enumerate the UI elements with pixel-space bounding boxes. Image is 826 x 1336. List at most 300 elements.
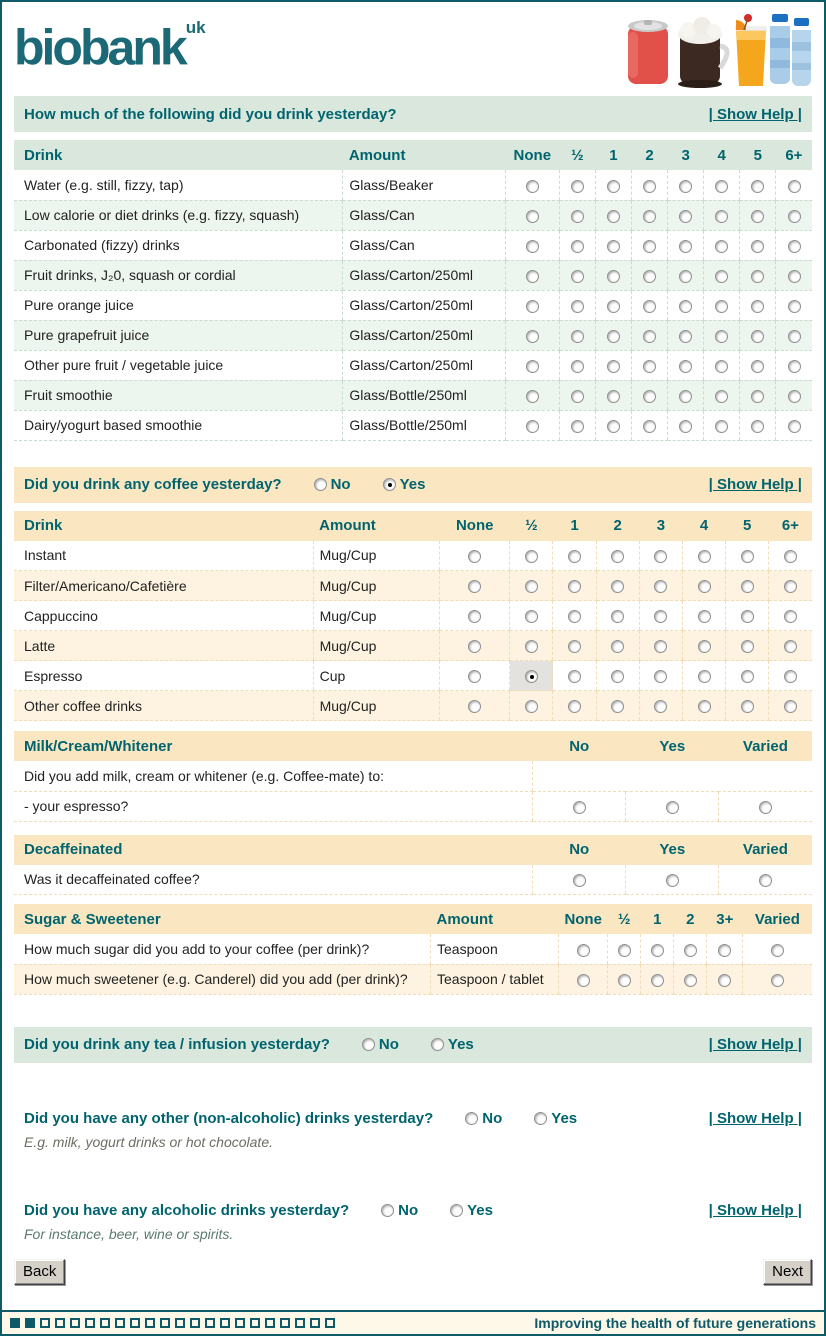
- radio-4[interactable]: [698, 610, 711, 623]
- radio-1[interactable]: [607, 420, 620, 433]
- coffee-table-row: [14, 691, 812, 721]
- drinks-table-row: [14, 170, 812, 200]
- radio-2[interactable]: [643, 390, 656, 403]
- progress-square: [55, 1318, 65, 1328]
- tea-yes-radio[interactable]: [431, 1038, 444, 1051]
- radio-half[interactable]: [571, 210, 584, 223]
- col-4: 4: [704, 140, 740, 170]
- radio-4[interactable]: [698, 580, 711, 593]
- radio-half[interactable]: [618, 944, 631, 957]
- radio-1[interactable]: [607, 330, 620, 343]
- coffee-mug-icon: [678, 17, 727, 88]
- radio-half[interactable]: [525, 640, 538, 653]
- tea-question-bar: [14, 1027, 812, 1063]
- sugar-row-label: How much sugar did you add to your coffee (per drink)?: [14, 934, 431, 964]
- alcohol-subtitle: For instance, beer, wine or spirits.: [24, 1225, 234, 1242]
- coffee-question-bar: [14, 467, 812, 503]
- col-amount: Amount: [313, 511, 439, 541]
- radio-2[interactable]: [611, 550, 624, 563]
- radio-none[interactable]: [577, 974, 590, 987]
- tea-no-option[interactable]: [362, 1036, 399, 1053]
- progress-square: [220, 1318, 230, 1328]
- radio-1[interactable]: [651, 944, 664, 957]
- other-drinks-no-option[interactable]: [465, 1110, 502, 1127]
- radio-1[interactable]: [607, 270, 620, 283]
- amount-label: Mug/Cup: [313, 601, 439, 631]
- decaf-answer-row: [14, 865, 812, 895]
- radio-none[interactable]: [577, 944, 590, 957]
- radio-3[interactable]: [654, 640, 667, 653]
- radio-4[interactable]: [698, 550, 711, 563]
- radio-6plus[interactable]: [784, 640, 797, 653]
- radio-1[interactable]: [568, 610, 581, 623]
- col-varied: Varied: [719, 731, 812, 761]
- other-drinks-question: Did you have any other (non-alcoholic) drinks yesterday?: [24, 1110, 434, 1127]
- tea-yesno-group: [330, 1036, 474, 1053]
- radio-6plus[interactable]: [788, 360, 801, 373]
- radio-4[interactable]: [715, 240, 728, 253]
- col-6plus: 6+: [769, 511, 812, 541]
- col-no: No: [533, 835, 626, 865]
- drinks-table-row: [14, 230, 812, 260]
- radio-3[interactable]: [679, 360, 692, 373]
- radio-6plus[interactable]: [788, 210, 801, 223]
- radio-4[interactable]: [715, 210, 728, 223]
- radio-1[interactable]: [607, 180, 620, 193]
- radio-half[interactable]: [525, 550, 538, 563]
- radio-varied[interactable]: [771, 944, 784, 957]
- biobank-logo: [14, 6, 205, 84]
- amount-label: Glass/Carton/250ml: [343, 290, 505, 320]
- radio-varied[interactable]: [771, 974, 784, 987]
- radio-5[interactable]: [751, 330, 764, 343]
- radio-4[interactable]: [698, 700, 711, 713]
- col-3: 3: [639, 511, 682, 541]
- radio-4[interactable]: [715, 270, 728, 283]
- col-4: 4: [682, 511, 725, 541]
- radio-1[interactable]: [568, 640, 581, 653]
- radio-4[interactable]: [715, 360, 728, 373]
- coffee-table: [14, 511, 812, 722]
- radio-2[interactable]: [684, 974, 697, 987]
- radio-none[interactable]: [468, 550, 481, 563]
- milk-intro-text: Did you add milk, cream or whitener (e.g. Coffee-mate) to:: [14, 761, 533, 791]
- drink-label: Espresso: [14, 661, 313, 691]
- radio-4[interactable]: [715, 420, 728, 433]
- coffee-no-label: No: [330, 476, 351, 493]
- drink-label: Water (e.g. still, fizzy, tap): [14, 170, 343, 200]
- radio-3[interactable]: [679, 390, 692, 403]
- drinks-table-row: [14, 290, 812, 320]
- radio-1[interactable]: [607, 360, 620, 373]
- coffee-no-radio[interactable]: [314, 478, 327, 491]
- radio-5[interactable]: [741, 700, 754, 713]
- amount-label: Teaspoon: [431, 934, 559, 964]
- radio-1[interactable]: [568, 550, 581, 563]
- radio-none[interactable]: [468, 670, 481, 683]
- col-varied: Varied: [743, 904, 812, 934]
- radio-1[interactable]: [607, 240, 620, 253]
- radio-yes[interactable]: [666, 874, 679, 887]
- tea-no-radio[interactable]: [362, 1038, 375, 1051]
- sugar-row-label: How much sweetener (e.g. Canderel) did you add (per drink)?: [14, 964, 431, 994]
- drink-label: Carbonated (fizzy) drinks: [14, 230, 343, 260]
- amount-label: Glass/Can: [343, 230, 505, 260]
- coffee-yes-radio[interactable]: [383, 478, 396, 491]
- radio-half[interactable]: [571, 420, 584, 433]
- progress-square: [280, 1318, 290, 1328]
- progress-square: [265, 1318, 275, 1328]
- decaf-row-label: Was it decaffeinated coffee?: [14, 865, 533, 895]
- radio-half[interactable]: [525, 580, 538, 593]
- amount-label: Glass/Carton/250ml: [343, 260, 505, 290]
- col-no: No: [533, 731, 626, 761]
- drinks-table-row: [14, 200, 812, 230]
- progress-square: [310, 1318, 320, 1328]
- radio-3[interactable]: [679, 210, 692, 223]
- radio-none[interactable]: [526, 240, 539, 253]
- sugar-answer-row: [14, 934, 812, 964]
- progress-square: [100, 1318, 110, 1328]
- col-drink: Drink: [14, 140, 343, 170]
- radio-half[interactable]: [571, 300, 584, 313]
- other-drinks-subtitle: E.g. milk, yogurt drinks or hot chocolate.: [24, 1133, 273, 1150]
- milk-row-label: - your espresso?: [14, 791, 533, 821]
- progress-square: [130, 1318, 140, 1328]
- amount-label: Mug/Cup: [313, 631, 439, 661]
- col-6plus: 6+: [776, 140, 812, 170]
- alcohol-no-label: No: [398, 1202, 419, 1219]
- radio-2[interactable]: [643, 420, 656, 433]
- drinks-table: [14, 140, 812, 441]
- radio-none[interactable]: [468, 580, 481, 593]
- drink-label: Dairy/yogurt based smoothie: [14, 410, 343, 440]
- drink-label: Cappuccino: [14, 601, 313, 631]
- coffee-question: Did you drink any coffee yesterday?: [24, 476, 282, 493]
- amount-label: Glass/Carton/250ml: [343, 350, 505, 380]
- col-1: 1: [595, 140, 631, 170]
- radio-half[interactable]: [571, 180, 584, 193]
- other-drinks-yes-label: Yes: [551, 1110, 578, 1127]
- coffee-table-row: [14, 631, 812, 661]
- coffee-no-option[interactable]: [314, 476, 351, 493]
- radio-6plus[interactable]: [788, 240, 801, 253]
- sugar-table-header-row: [14, 904, 812, 934]
- progress-square: [160, 1318, 170, 1328]
- radio-1[interactable]: [651, 974, 664, 987]
- progress-square: [70, 1318, 80, 1328]
- radio-2[interactable]: [611, 700, 624, 713]
- radio-4[interactable]: [715, 300, 728, 313]
- drink-label: Instant: [14, 541, 313, 571]
- radio-4[interactable]: [698, 640, 711, 653]
- radio-none[interactable]: [468, 610, 481, 623]
- radio-none[interactable]: [526, 180, 539, 193]
- radio-6plus[interactable]: [788, 300, 801, 313]
- coffee-table-row: [14, 601, 812, 631]
- drink-label: Other coffee drinks: [14, 691, 313, 721]
- radio-half[interactable]: [571, 270, 584, 283]
- amount-label: Teaspoon / tablet: [431, 964, 559, 994]
- radio-2[interactable]: [611, 610, 624, 623]
- col-3: 3: [668, 140, 704, 170]
- progress-square: [295, 1318, 305, 1328]
- radio-none[interactable]: [526, 330, 539, 343]
- drinks-table-row: [14, 320, 812, 350]
- radio-1[interactable]: [568, 580, 581, 593]
- radio-none[interactable]: [526, 210, 539, 223]
- drinks-table-row: [14, 260, 812, 290]
- col-half: ½: [559, 140, 595, 170]
- radio-2[interactable]: [643, 240, 656, 253]
- drink-label: Fruit drinks, J₂0, squash or cordial: [14, 260, 343, 290]
- sugar-table: [14, 904, 812, 995]
- radio-4[interactable]: [715, 330, 728, 343]
- radio-5[interactable]: [741, 580, 754, 593]
- radio-2[interactable]: [611, 670, 624, 683]
- amount-label: Glass/Carton/250ml: [343, 320, 505, 350]
- drink-label: Pure orange juice: [14, 290, 343, 320]
- radio-5[interactable]: [741, 550, 754, 563]
- radio-none[interactable]: [526, 390, 539, 403]
- col-drink: Drink: [14, 511, 313, 541]
- amount-label: Mug/Cup: [313, 691, 439, 721]
- progress-squares: [10, 1318, 335, 1328]
- radio-3[interactable]: [654, 550, 667, 563]
- radio-6plus[interactable]: [784, 610, 797, 623]
- radio-yes[interactable]: [666, 801, 679, 814]
- logo-uk-sup: uk: [185, 18, 206, 37]
- progress-square: [10, 1318, 20, 1328]
- amount-label: Mug/Cup: [313, 571, 439, 601]
- alcohol-yes-option[interactable]: [450, 1202, 493, 1219]
- radio-4[interactable]: [698, 670, 711, 683]
- radio-5[interactable]: [751, 390, 764, 403]
- radio-half[interactable]: [525, 670, 538, 683]
- col-2: 2: [596, 511, 639, 541]
- radio-half[interactable]: [525, 700, 538, 713]
- radio-6plus[interactable]: [788, 390, 801, 403]
- radio-5[interactable]: [751, 360, 764, 373]
- radio-4[interactable]: [715, 390, 728, 403]
- radio-2[interactable]: [643, 270, 656, 283]
- alcohol-yes-label: Yes: [467, 1202, 493, 1219]
- drinks-table-header-row: [14, 140, 812, 170]
- radio-6plus[interactable]: [784, 580, 797, 593]
- next-button[interactable]: Next: [763, 1259, 812, 1285]
- radio-5[interactable]: [751, 180, 764, 193]
- radio-varied[interactable]: [759, 801, 772, 814]
- alcohol-no-radio[interactable]: [381, 1204, 394, 1217]
- radio-3[interactable]: [654, 610, 667, 623]
- radio-none[interactable]: [526, 300, 539, 313]
- decaf-section-title: Decaffeinated: [14, 835, 533, 865]
- tea-show-help-link[interactable]: | Show Help |: [708, 1036, 802, 1053]
- radio-5[interactable]: [741, 640, 754, 653]
- radio-5[interactable]: [751, 240, 764, 253]
- drink-label: Pure grapefruit juice: [14, 320, 343, 350]
- coffee-yesno-group: [282, 476, 426, 493]
- drinks-table-row: [14, 380, 812, 410]
- col-amount: Amount: [431, 904, 559, 934]
- radio-5[interactable]: [741, 670, 754, 683]
- progress-square: [25, 1318, 35, 1328]
- radio-6plus[interactable]: [788, 180, 801, 193]
- radio-1[interactable]: [607, 300, 620, 313]
- progress-square: [175, 1318, 185, 1328]
- drinks-section-title: How much of the following did you drink yesterday?: [24, 105, 397, 123]
- drinks-table-row: [14, 410, 812, 440]
- progress-square: [115, 1318, 125, 1328]
- radio-2[interactable]: [643, 210, 656, 223]
- progress-square: [40, 1318, 50, 1328]
- col-1: 1: [553, 511, 596, 541]
- radio-6plus[interactable]: [788, 270, 801, 283]
- drinks-section-header: [14, 96, 812, 132]
- milk-table: [14, 731, 812, 822]
- radio-3[interactable]: [679, 180, 692, 193]
- alcohol-no-option[interactable]: [381, 1202, 418, 1219]
- alcohol-question-bar: [14, 1191, 812, 1247]
- radio-half[interactable]: [571, 360, 584, 373]
- progress-square: [145, 1318, 155, 1328]
- col-1: 1: [641, 904, 674, 934]
- amount-label: Glass/Bottle/250ml: [343, 380, 505, 410]
- radio-3[interactable]: [679, 330, 692, 343]
- drinks-show-help-link[interactable]: | Show Help |: [708, 105, 802, 123]
- radio-3[interactable]: [679, 270, 692, 283]
- radio-2[interactable]: [643, 330, 656, 343]
- radio-none[interactable]: [468, 640, 481, 653]
- other-drinks-yes-option[interactable]: [534, 1110, 577, 1127]
- col-3plus: 3+: [707, 904, 743, 934]
- radio-4[interactable]: [715, 180, 728, 193]
- radio-6plus[interactable]: [784, 700, 797, 713]
- radio-2[interactable]: [643, 180, 656, 193]
- col-half: ½: [510, 511, 553, 541]
- tea-no-label: No: [378, 1036, 399, 1053]
- radio-half[interactable]: [571, 390, 584, 403]
- form-content: [2, 88, 824, 1310]
- radio-2[interactable]: [611, 580, 624, 593]
- radio-1[interactable]: [607, 390, 620, 403]
- amount-label: Cup: [313, 661, 439, 691]
- drink-label: Filter/Americano/Cafetière: [14, 571, 313, 601]
- col-varied: Varied: [719, 835, 812, 865]
- radio-none[interactable]: [526, 270, 539, 283]
- alcohol-show-help-link[interactable]: | Show Help |: [708, 1202, 802, 1219]
- radio-1[interactable]: [607, 210, 620, 223]
- radio-no[interactable]: [573, 801, 586, 814]
- col-5: 5: [726, 511, 769, 541]
- sugar-section-title: Sugar & Sweetener: [14, 904, 431, 934]
- other-drinks-show-help-link[interactable]: | Show Help |: [708, 1110, 802, 1127]
- progress-square: [85, 1318, 95, 1328]
- radio-1[interactable]: [568, 670, 581, 683]
- radio-half[interactable]: [571, 240, 584, 253]
- other-drinks-no-radio[interactable]: [465, 1112, 478, 1125]
- radio-none[interactable]: [526, 420, 539, 433]
- coffee-table-header-row: [14, 511, 812, 541]
- radio-6plus[interactable]: [784, 550, 797, 563]
- back-button[interactable]: Back: [14, 1259, 65, 1285]
- radio-3[interactable]: [654, 580, 667, 593]
- radio-5[interactable]: [741, 610, 754, 623]
- milk-answer-row: [14, 791, 812, 821]
- radio-5[interactable]: [751, 210, 764, 223]
- radio-half[interactable]: [571, 330, 584, 343]
- radio-no[interactable]: [573, 874, 586, 887]
- coffee-show-help-link[interactable]: | Show Help |: [708, 476, 802, 493]
- amount-label: Glass/Beaker: [343, 170, 505, 200]
- nav-buttons-row: [14, 1259, 812, 1285]
- radio-3[interactable]: [679, 240, 692, 253]
- decaf-table-header-row: [14, 835, 812, 865]
- drinks-table-row: [14, 350, 812, 380]
- col-amount: Amount: [343, 140, 505, 170]
- radio-6plus[interactable]: [788, 420, 801, 433]
- radio-3plus[interactable]: [718, 944, 731, 957]
- coffee-yes-label: Yes: [399, 476, 426, 493]
- coffee-yes-option[interactable]: [383, 476, 426, 493]
- radio-5[interactable]: [751, 420, 764, 433]
- tea-question: Did you drink any tea / infusion yesterday?: [24, 1036, 330, 1053]
- radio-2[interactable]: [684, 944, 697, 957]
- alcohol-question: Did you have any alcoholic drinks yesterday?: [24, 1202, 350, 1219]
- radio-5[interactable]: [751, 270, 764, 283]
- site-footer: [2, 1310, 824, 1334]
- decaf-table: [14, 835, 812, 896]
- col-none: None: [440, 511, 510, 541]
- site-header: [2, 2, 824, 88]
- radio-3[interactable]: [654, 670, 667, 683]
- radio-6plus[interactable]: [784, 670, 797, 683]
- amount-label: Glass/Can: [343, 200, 505, 230]
- tea-yes-option[interactable]: [431, 1036, 474, 1053]
- coffee-table-row: [14, 661, 812, 691]
- alcohol-yesno-group: [349, 1202, 493, 1219]
- radio-varied[interactable]: [759, 874, 772, 887]
- col-5: 5: [740, 140, 776, 170]
- drink-label: Low calorie or diet drinks (e.g. fizzy, squash): [14, 200, 343, 230]
- amount-label: Glass/Bottle/250ml: [343, 410, 505, 440]
- other-drinks-no-label: No: [482, 1110, 503, 1127]
- radio-5[interactable]: [751, 300, 764, 313]
- radio-2[interactable]: [643, 300, 656, 313]
- alcohol-yes-radio[interactable]: [450, 1204, 463, 1217]
- drink-label: Other pure fruit / vegetable juice: [14, 350, 343, 380]
- col-2: 2: [632, 140, 668, 170]
- radio-6plus[interactable]: [788, 330, 801, 343]
- radio-1[interactable]: [568, 700, 581, 713]
- radio-none[interactable]: [526, 360, 539, 373]
- radio-none[interactable]: [468, 700, 481, 713]
- progress-square: [205, 1318, 215, 1328]
- radio-2[interactable]: [643, 360, 656, 373]
- radio-3[interactable]: [654, 700, 667, 713]
- col-2: 2: [674, 904, 707, 934]
- radio-3plus[interactable]: [718, 974, 731, 987]
- soda-can-icon: [628, 20, 668, 84]
- radio-3[interactable]: [679, 420, 692, 433]
- radio-2[interactable]: [611, 640, 624, 653]
- radio-half[interactable]: [525, 610, 538, 623]
- radio-3[interactable]: [679, 300, 692, 313]
- milk-section-title: Milk/Cream/Whitener: [14, 731, 533, 761]
- col-none: None: [559, 904, 608, 934]
- other-drinks-yes-radio[interactable]: [534, 1112, 547, 1125]
- radio-half[interactable]: [618, 974, 631, 987]
